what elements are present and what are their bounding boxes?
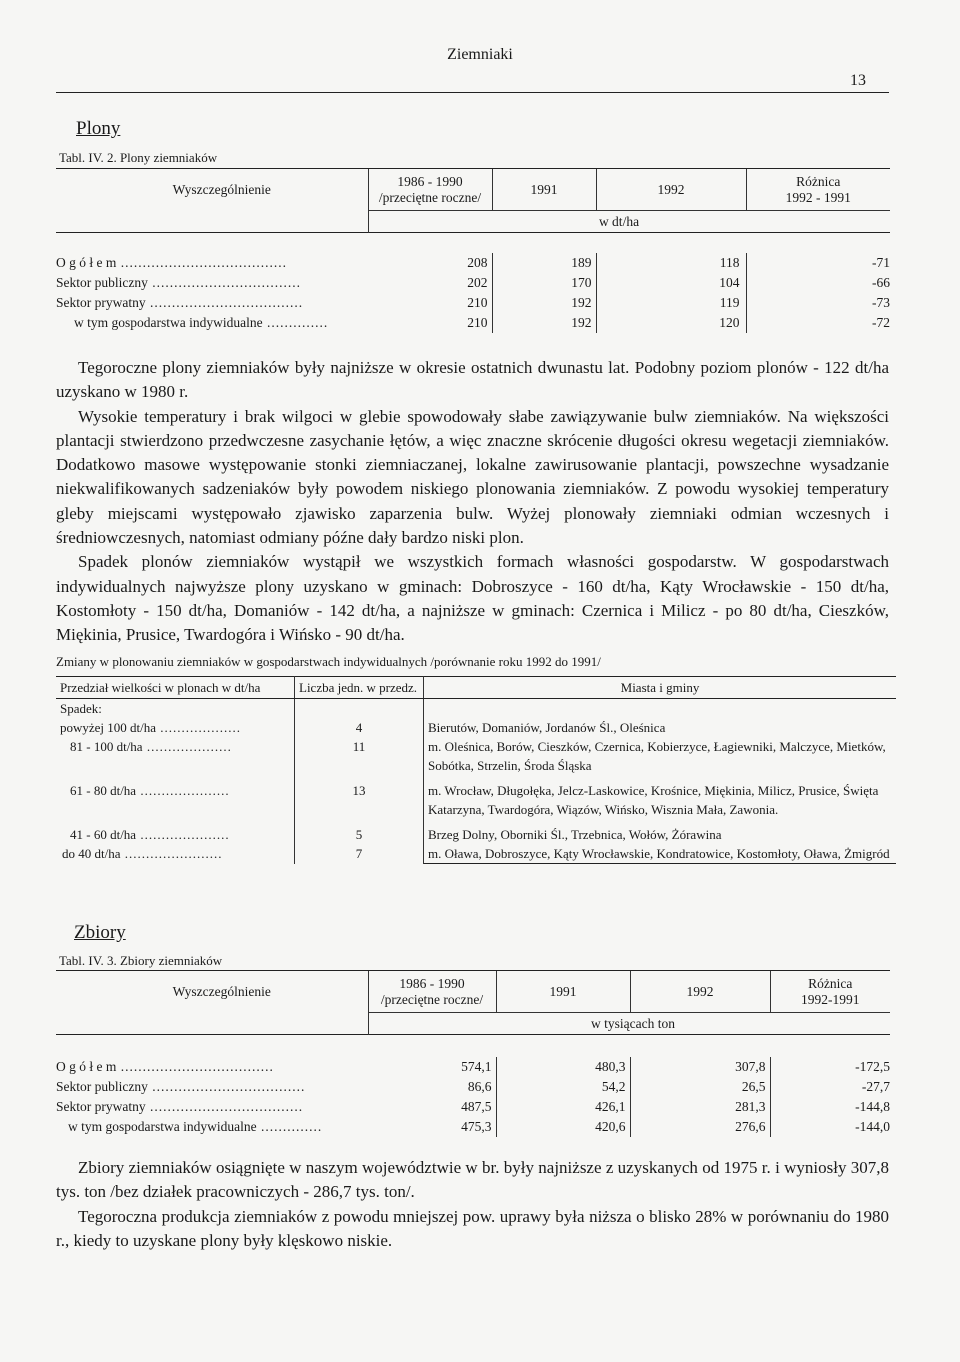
count: 4: [295, 718, 424, 737]
table-row: Sektor publiczny ................................... 86,6 54,2 26,5 -27,7: [56, 1077, 890, 1097]
cell: -27,7: [861, 1078, 890, 1094]
table-header-row: [56, 971, 890, 1013]
cell: 120: [596, 313, 746, 333]
table-row: Sektor publiczny .................................. 202 170 104 -66: [56, 273, 890, 293]
cell: 118: [596, 253, 746, 273]
table-row: 61 - 80 dt/ha ..................... 13 m. Wrocław, Długołęka, Jelcz-Laskowice, Krośnice, Miękinia, Milicz, Prusice, Święta Katarzyna, Twardogóra, Wiązów, Wińsko, Wisznia Mała, Zawonia.: [56, 781, 896, 825]
range: powyżej 100 dt/ha: [60, 720, 157, 735]
header-col-1991: 1991: [492, 169, 596, 211]
group-label: Spadek:: [56, 699, 295, 719]
header-col-4-line2: 1992-1991: [801, 991, 860, 1007]
header-col-1-line1: 1986 - 1990: [397, 173, 463, 189]
range: 81 - 100 dt/ha: [70, 739, 143, 754]
header-col-roznica: [746, 169, 890, 211]
cell: 420,6: [496, 1117, 630, 1137]
cell: 202: [368, 273, 492, 293]
places: m. Oleśnica, Borów, Cieszków, Czernica, Kobierzyce, Łagiewniki, Malczyce, Mietków, Sobótka, Strzelin, Środa Śląska: [428, 739, 886, 773]
cell: 426,1: [496, 1097, 630, 1117]
text-block-zbiory: [56, 1156, 889, 1253]
paragraph: Spadek plonów ziemniaków wystąpił we wszystkich formach własności gospodarstw. W gospodarstwach indywidualnych najwyższe plony uzyskano w gminach: Dobroszyce - 160 dt/ha, Kąty Wrocławskie - 150 dt/ha, Kostomłoty - 150 dt/ha, Domaniów - 142 dt/ha, a najniższe w gminach: Czernica i Milicz - po 80 dt/ha, Cieszków, Miękinia, Prusice, Twardogóra i Wińsko - 90 dt/ha.: [56, 552, 889, 645]
paragraph: Tegoroczna produkcja ziemniaków z powodu mniejszej pow. uprawy była niższa o blisko 28% w porównaniu do 1980 r., kiedy to uzyskane plony były klęskowo niskie.: [56, 1206, 889, 1250]
cell: 210: [368, 293, 492, 313]
table-row: w tym gospodarstwa indywidualne .............. 210 192 120 -72: [56, 313, 890, 333]
table-row: Sektor prywatny ................................... 210 192 119 -73: [56, 293, 890, 313]
table-row: Sektor prywatny ................................... 487,5 426,1 281,3 -144,8: [56, 1097, 890, 1117]
text-block-plony: [56, 356, 889, 648]
changes-table-title: Zmiany w plonowaniu ziemniaków w gospodarstwach indywidualnych /porównanie roku 1992 do 1991/: [56, 654, 601, 669]
count: 7: [295, 844, 424, 864]
cell: -71: [872, 254, 890, 270]
cell: -144,0: [855, 1118, 890, 1134]
running-header-title: Ziemniaki: [447, 46, 513, 63]
table-row: do 40 dt/ha ....................... 7 m. Oława, Dobroszyce, Kąty Wrocławskie, Kondratowice, Kostomłoty, Oława, Żmigród: [56, 844, 896, 864]
header-count: Liczba jedn. w przedz.: [295, 677, 424, 699]
range: 61 - 80 dt/ha: [70, 783, 137, 798]
unit-label: w dt/ha: [492, 211, 746, 233]
cell: 170: [492, 273, 596, 293]
cell: -172,5: [855, 1058, 890, 1074]
header-col-4-line1: Różnica: [796, 173, 841, 189]
row-label: O g ó ł e m: [56, 1058, 117, 1074]
paragraph: Zbiory ziemniaków osiągnięte w naszym województwie w br. były najniższe z uzyskanych od 1975 r. i wyniosły 307,8 tys. ton /bez działek pracowniczych - 286,7 tys. ton/.: [56, 1158, 889, 1202]
unit-row: [56, 1013, 890, 1035]
row-label: O g ó ł e m: [56, 254, 117, 270]
section-title-zbiory: Zbiory: [74, 922, 126, 943]
unit-row: [56, 211, 890, 233]
count: 5: [295, 825, 424, 844]
cell: -66: [872, 274, 890, 290]
places: m. Wrocław, Długołęka, Jelcz-Laskowice, Krośnice, Miękinia, Milicz, Prusice, Święta Katarzyna, Twardogóra, Wiązów, Wińsko, Wisznia Mała, Zawonia.: [428, 783, 879, 817]
cell: 192: [492, 293, 596, 313]
header-rule: [56, 92, 889, 93]
cell: 480,3: [496, 1057, 630, 1077]
row-label: Sektor prywatny: [56, 294, 146, 310]
header-col-1992: 1992: [596, 169, 746, 211]
page-number: 13: [850, 72, 866, 89]
unit-label: w tysiącach ton: [496, 1013, 770, 1035]
cell: -72: [872, 314, 890, 330]
places: Bierutów, Domaniów, Jordanów Śl., Oleśnica: [428, 720, 666, 735]
header-col-roznica: [770, 971, 890, 1013]
table-header-row: [56, 677, 896, 699]
table-row: w tym gospodarstwa indywidualne .............. 475,3 420,6 276,6 -144,0: [56, 1117, 890, 1137]
table-plony: [56, 168, 890, 333]
cell: 192: [492, 313, 596, 333]
cell: 276,6: [630, 1117, 770, 1137]
table-zbiory: [56, 970, 890, 1137]
header-col-4-line2: 1992 - 1991: [785, 189, 851, 205]
cell: 86,6: [368, 1077, 496, 1097]
table-row: O g ó ł e m ...................................... 208 189 118 -71: [56, 253, 890, 273]
section-title-plony: Plony: [76, 118, 121, 139]
paragraph: Tegoroczne plony ziemniaków były najniższe w okresie ostatnich dwunastu lat. Podobny poziom plonów - 122 dt/ha uzyskano w 1980 r.: [56, 358, 889, 402]
count: 13: [295, 781, 424, 825]
range: do 40 dt/ha: [62, 846, 121, 861]
row-label: Sektor publiczny: [56, 274, 148, 290]
count: 11: [295, 737, 424, 781]
header-label: Wyszczególnienie: [56, 971, 368, 1013]
table-row: 81 - 100 dt/ha .................... 11 m. Oleśnica, Borów, Cieszków, Czernica, Kobierzyce, Łagiewniki, Malczyce, Mietków, Sobótka, Strzelin, Środa Śląska: [56, 737, 896, 781]
header-col-1-line2: /przeciętne roczne/: [380, 991, 484, 1007]
cell: 574,1: [368, 1057, 496, 1077]
cell: -144,8: [855, 1098, 890, 1114]
places: m. Oława, Dobroszyce, Kąty Wrocławskie, Kondratowice, Kostomłoty, Oława, Żmigród: [424, 844, 897, 864]
cell: 26,5: [630, 1077, 770, 1097]
cell: 208: [368, 253, 492, 273]
header-col-1992: 1992: [630, 971, 770, 1013]
header-label: Wyszczególnienie: [56, 169, 368, 211]
header-col-1-line1: 1986 - 1990: [399, 975, 465, 991]
table-changes: [56, 676, 896, 864]
table-row: O g ó ł e m ................................... 574,1 480,3 307,8 -172,5: [56, 1057, 890, 1077]
cell: 104: [596, 273, 746, 293]
table-caption-zbiory: Tabl. IV. 3. Zbiory ziemniaków: [59, 953, 223, 968]
cell: 119: [596, 293, 746, 313]
row-label: w tym gospodarstwa indywidualne: [68, 1118, 257, 1134]
cell: -73: [872, 294, 890, 310]
header-places: Miasta i gminy: [424, 677, 897, 699]
cell: 189: [492, 253, 596, 273]
table-caption-plony: Tabl. IV. 2. Plony ziemniaków: [59, 150, 218, 165]
cell: 475,3: [368, 1117, 496, 1137]
paragraph: Wysokie temperatury i brak wilgoci w glebie spowodowały słabe zawiązywanie bulw ziemniaków. Na większości plantacji stwierdzono przedwczesne zasychanie łętów, a więc znaczne skrócenie długości okresu wegetacji ziemniaków. Dodatkowo masowe występowanie stonki ziemniaczanej, lokalne zawirusowanie plantacji, powszechne wysadzanie niekwalifikowanych sadzeniaków były powodem niskiego plonowania ziemniaków. Z powodu wysokiej temperatury gleby miejscami występowało zjawisko zaparzenia bulw. Wyżej plonowały ziemniaki odmian wczesnych i średniowczesnych, natomiast odmiany późne dały bardzo niski plon.: [56, 406, 889, 548]
header-col-1991: 1991: [496, 971, 630, 1013]
table-header-row: [56, 169, 890, 211]
header-col-1-line2: /przeciętne roczne/: [378, 189, 482, 205]
table-row: powyżej 100 dt/ha ................... 4 Bierutów, Domaniów, Jordanów Śl., Oleśnica: [56, 718, 896, 737]
cell: 210: [368, 313, 492, 333]
row-label: Sektor prywatny: [56, 1098, 146, 1114]
header-col-1986-1990: [368, 971, 496, 1013]
header-col-1986-1990: [368, 169, 492, 211]
places: Brzeg Dolny, Oborniki Śl., Trzebnica, Wołów, Żórawina: [428, 827, 722, 842]
table-row: 41 - 60 dt/ha ..................... 5 Brzeg Dolny, Oborniki Śl., Trzebnica, Wołów, Żórawina: [56, 825, 896, 844]
header-col-4-line1: Różnica: [808, 975, 853, 991]
cell: 487,5: [368, 1097, 496, 1117]
cell: 54,2: [496, 1077, 630, 1097]
range: 41 - 60 dt/ha: [70, 827, 137, 842]
cell: 307,8: [630, 1057, 770, 1077]
cell: 281,3: [630, 1097, 770, 1117]
header-range: Przedział wielkości w plonach w dt/ha: [56, 677, 295, 699]
row-label: w tym gospodarstwa indywidualne: [74, 314, 263, 330]
row-label: Sektor publiczny: [56, 1078, 148, 1094]
